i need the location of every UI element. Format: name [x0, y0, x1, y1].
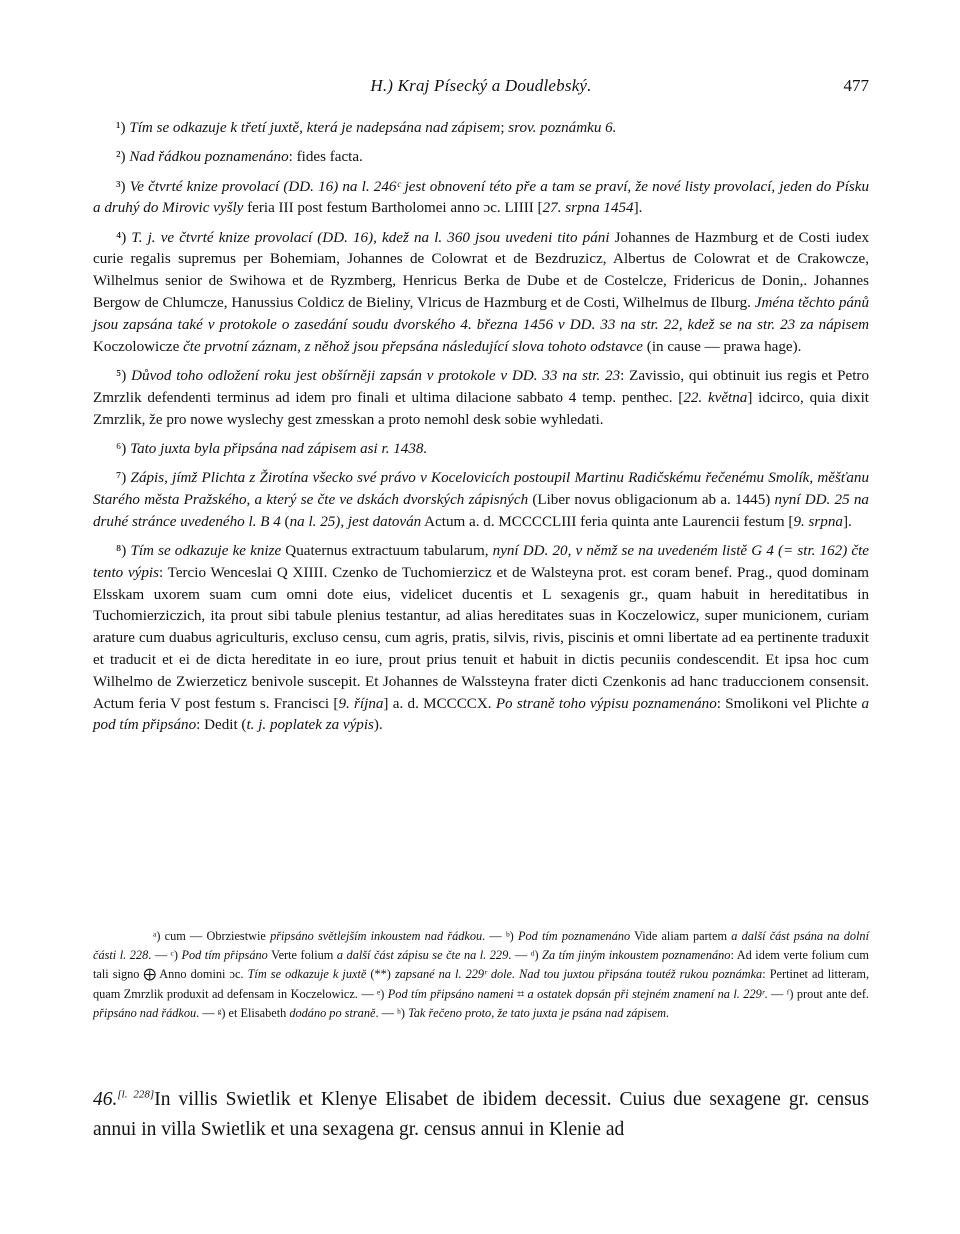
apparatus-segment: ⌗ — [513, 986, 528, 1001]
footnote-7-segment: 9. srpna — [793, 513, 843, 530]
critical-apparatus — [93, 927, 869, 1023]
footnote-8-segment: a pod tím připsáno — [93, 695, 869, 734]
footnote-2-segment: : fides facta. — [288, 149, 363, 166]
apparatus-segment: připsáno světlejším inkoustem nad řádkou — [270, 929, 483, 943]
apparatus-segment: . — ᵍ) et Elisabeth — [196, 1005, 290, 1020]
footnote-1-segment: ; — [500, 120, 509, 136]
apparatus-segment: Vide aliam partem — [630, 929, 732, 943]
footnote-8-segment: Po straně toho výpisu poznamenáno — [495, 695, 717, 712]
apparatus-segment: Za tím jiným inkoustem poznamenáno — [542, 948, 731, 963]
footnote-5 — [93, 366, 869, 431]
apparatus-segment: . — ᶜ) — [148, 948, 182, 963]
footnote-2-segment: Nad řádkou poznamenáno — [129, 149, 289, 166]
footnote-4-segment: ⁴) — [116, 229, 132, 246]
apparatus-segment: (**) — [366, 967, 395, 982]
footnote-2-segment: ²) — [116, 149, 130, 166]
footnote-4 — [93, 228, 869, 359]
footnote-3-segment: ]. — [633, 200, 643, 217]
apparatus-segment: zapsané na l. 229ʳ dole. Nad tou juxtou připsána toutéž rukou poznámka — [394, 967, 763, 982]
footnote-4-segment: (in cause — prawa hage). — [643, 338, 802, 355]
footnote-7-segment: ⁷) — [116, 470, 131, 487]
footnote-8-segment: : Tercio Wenceslai Q XIIII. Czenko de Tuchomierzicz et de Walsteyna prot. est coram benef. Prag., quod dominam Elsskam uxorem suam cum omni dote eius, videlicet ducentis et L sexagenis gr., quam habuit in hereditatibus in Tuchomierziczich, ita prout sibi tabule plenius testantur, ad alias hereditates suas in Koczelowicz, super municionem, curiam arature cum duabus agriculturis, excluso censu, cum agris, pratis, silvis, rivis, piscinis et omni libertate ad ea pertinente traduxit et traducit et ei de dicta hereditate in eo iure, prout prius tenuit et habuit in dictis pecuniis condescendit. Et ipsa hoc cum Wilhelmo de Zwierzeticz benivole suscepit. Et Johannes de Walssteyna frater dicti Czenkonis ad hanc traduccionem consensit. Actum feria V post festum s. Francisci [ — [93, 564, 870, 712]
footnote-6 — [93, 439, 869, 461]
apparatus-segment: . — ᶠ) prout ante def. — [764, 986, 870, 1001]
footnotes — [93, 118, 869, 745]
footnote-8-segment: Tím se odkazuje ke knize — [130, 543, 282, 560]
apparatus-segment: . — ᵈ) — [508, 948, 543, 963]
footnote-7-segment: Actum a. d. MCCCCLIII feria quinta ante Laurencii festum [ — [421, 513, 794, 530]
footnote-7-segment: na l. 25), jest datován — [289, 513, 422, 530]
footnote-4-segment: Jména těchto pánů jsou zapsána také v protokole o zasedání soudu dvorského 4. března 1456 v DD. 33 na str. 22, kdež se na str. 23 za nápisem — [93, 295, 870, 333]
entry-text: In villis Swietlik et Klenye Elisabet de ibidem decessit. Cuius due sexagene gr. census annui in villa Swietlik et una sexagena gr. census annui in Klenie ad — [93, 1089, 869, 1140]
footnote-5-segment: Důvod toho odložení roku jest obšírněji zapsán v protokole v DD. 33 na str. 23 — [131, 367, 621, 384]
footnote-4-segment: T. j. ve čtvrté knize provolací (DD. 16), kdež na l. 360 jsou uvedeni tito páni — [131, 229, 610, 246]
footnote-7-segment: ( — [280, 513, 290, 530]
apparatus-segment: Pod tím připsáno nameni — [387, 986, 514, 1001]
footnote-7-segment: Zápis, jímž Plichta z Žirotína všecko své právo v Kocelovicích postoupil Martinu Radičskému řečenému Smolík, měšťanu Starého města Pražského, a který se čte ve dskách dvorských zápisných — [93, 470, 869, 508]
footnote-7-segment: ]. — [842, 513, 852, 530]
footnote-3 — [93, 177, 869, 221]
footnote-5-segment: ⁵) — [116, 367, 132, 384]
footnote-5-segment: : Zavissio, qui obtinuit ius regis et Petro Zmrzlik defendenti terminus ad idem pro finali et ultima dilacione sabbato 4 temp. penthec. [ — [93, 367, 869, 406]
folio-reference: [l. 228] — [117, 1088, 155, 1101]
footnote-6-segment: ⁶) — [116, 440, 131, 457]
footnote-3-segment: ³) — [116, 178, 130, 195]
page-number: 477 — [843, 76, 869, 95]
apparatus-segment: Pod tím připsáno — [181, 948, 268, 963]
footnote-1-segment: ¹) — [116, 120, 130, 136]
footnote-5-segment: ] idcirco, quia dixit Zmrzlik, že pro nowe wyslechy gest zmesskan a proto nemohl desk sobie wyhledati. — [93, 389, 869, 428]
footnote-8 — [93, 541, 869, 737]
footnote-7-segment: (Liber novus obligacionum ab a. 1445) — [528, 491, 775, 508]
footnote-8-segment: Quaternus extractuum tabularum, — [281, 543, 493, 560]
apparatus-segment: ᵃ) cum — Obrziestwie — [153, 929, 271, 943]
footnote-8-segment: : Smolikoni vel Plichte — [716, 695, 862, 712]
apparatus-segment: Tak řečeno proto, že tato juxta je psána nad zápisem. — [408, 1005, 670, 1020]
apparatus-segment: Pod tím poznamenáno — [517, 929, 631, 943]
footnote-8-segment: nyní DD. 20, v němž se na uvedeném listě G 4 (= str. 162) čte tento výpis — [93, 543, 869, 581]
apparatus-segment: a ostatek dopsán při stejném znamení na l. 229ʳ — [527, 986, 765, 1001]
footnote-3-segment: 27. srpna 1454 — [542, 200, 634, 217]
footnote-4-segment: Koczolowicze — [93, 338, 184, 355]
apparatus-text — [93, 927, 869, 1023]
apparatus-segment: a další část zápisu se čte na l. 229 — [336, 948, 509, 963]
apparatus-segment: : Ad idem verte folium cum tali signo ⨁ Anno domini ɔc. — [93, 948, 869, 982]
apparatus-segment: a další část psána na dolní části l. 228 — [93, 929, 870, 963]
entry-number: 46. — [93, 1089, 118, 1110]
footnote-3-segment: feria III post festum Bartholomei anno ɔc. LIIII [ — [243, 200, 543, 217]
footnote-4-segment: čte prvotní záznam, z něhož jsou přepsána následující slova tohoto odstavce — [183, 338, 644, 355]
footnote-3-segment: Ve čtvrté knize provolací (DD. 16) na l. 246ᶜ jest obnovení této pře a tam se praví, že nové listy provolací, jeden do Písku a druhý do Mirovic vyšly — [93, 178, 870, 217]
footnote-6-segment: Tato juxta byla připsána nad zápisem asi r. 1438. — [130, 440, 428, 457]
footnote-8-segment: ). — [373, 717, 383, 734]
apparatus-segment: . — ʰ) — [375, 1005, 409, 1020]
footnote-8-segment: t. j. poplatek za výpis — [246, 717, 374, 734]
apparatus-segment: Tím se odkazuje k juxtě — [247, 967, 367, 982]
footnote-8-segment: 9. října — [338, 695, 384, 712]
footnote-2 — [93, 147, 869, 169]
apparatus-segment: Verte folium — [267, 948, 337, 963]
apparatus-segment: : Pertinet ad litteram, quam Zmrzlik produxit ad defensam in Koczelowicz. — ᵉ) — [93, 967, 870, 1001]
footnote-1 — [93, 118, 869, 140]
footnote-8-segment: ] a. d. MCCCCX. — [383, 695, 496, 712]
apparatus-segment: . — ᵇ) — [482, 929, 518, 943]
page-header — [93, 76, 869, 100]
running-title: H.) Kraj Písecký a Doudlebský. — [370, 76, 592, 95]
footnote-8-segment: ⁸) — [116, 543, 131, 560]
footnote-1-segment: Tím se odkazuje k třetí juxtě, která je nadepsána nad zápisem — [129, 120, 501, 136]
apparatus-segment: připsáno nad řádkou — [93, 1005, 197, 1020]
footnote-5-segment: 22. května — [683, 389, 748, 406]
main-text — [93, 1085, 869, 1145]
apparatus-segment: dodáno po straně — [289, 1005, 376, 1020]
footnote-4-segment: Johannes de Hazmburg et de Costi iudex curie regalis supremus per Bohemiam, Johannes de Colowrat et de Bezdruzicz, Albertus de Colowrat et de Crakowcze, Wilhelmus senior de Swihowa et de Ryzmberg, Henricus Berka de Dube et de Costelcze, Fridericus de Donin,. Johannes Bergow de Chlumcze, Hanussius Coldicz de Bieliny, Vlricus de Hazmburg et de Costi, Wilhelmus de Ilburg. — [93, 229, 869, 312]
footnote-7 — [93, 468, 869, 533]
footnote-7-segment: nyní DD. 25 na druhé stránce uvedeného l. B 4 — [93, 491, 869, 530]
footnote-8-segment: : Dedit ( — [196, 717, 247, 734]
footnote-1-segment: srov. poznámku 6. — [508, 120, 617, 136]
